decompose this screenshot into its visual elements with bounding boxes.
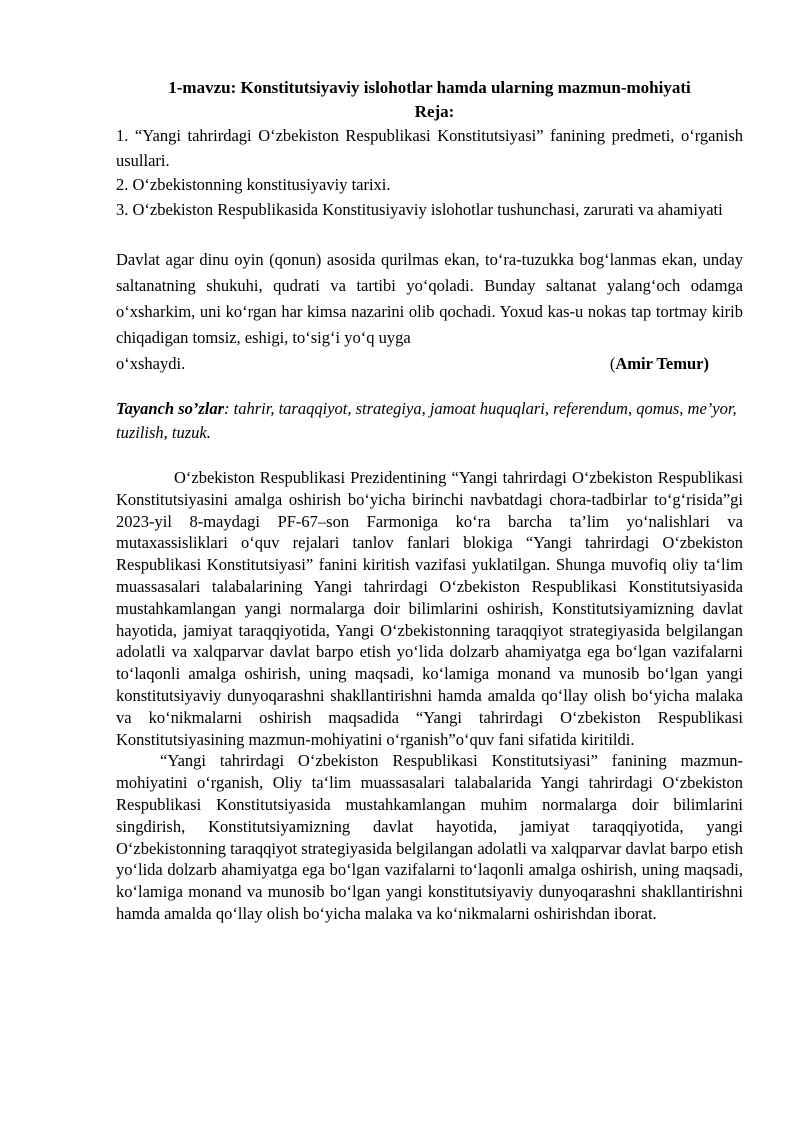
document-title: 1-mavzu: Konstitutsiyaviy islohotlar hamda ularning mazmun-mohiyati: [168, 78, 691, 97]
epigraph-last-word: o‘xshaydi.: [116, 354, 186, 373]
author-name: Amir Temur): [615, 354, 709, 373]
keywords: [116, 397, 743, 445]
epigraph-text: Davlat agar dinu oyin (qonun) asosida qurilmas ekan, to‘ra-tuzukka bog‘lanmas ekan, unday saltanatning shukuhi, qudrati va tartibi yo‘qoladi. Bunday saltanat yalang‘och odamga o‘xsharkim, uni ko‘rgan har kimsa nazarini olib qochadi. Yoxud kas-u nokas tap tortmay kirib chiqadigan tomsiz, eshigi, to‘sig‘i yo‘q uyga: [116, 250, 743, 347]
author-paren: (: [609, 354, 616, 373]
plan-list: [116, 124, 743, 222]
epigraph: [116, 247, 743, 377]
plan-item: 3. O‘zbekiston Respublikasida Konstitusiyaviy islohotlar tushunchasi, zarurati va ahamiyati: [116, 199, 723, 219]
paragraph: O‘zbekiston Respublikasi Prezidentining “Yangi tahrirdagi O‘zbekiston Respublikasi Konstitutsiyasini amalga oshirish bo‘yicha birinchi navbatdagi chora-tadbirlar to‘g‘risida”gi 2023-yil 8-maydagi PF-67–son Farmoniga ko‘ra barcha ta’lim yo‘nalishlari va mutaxassisliklari o‘quv rejalari tanlov fanlari blokiga “Yangi tahrirdagi O‘zbekiston Respublikasi Konstitutsiyasi” fanini kiritish vazifasi yuklatilgan. Shunga muvofiq oliy ta‘lim muassasalari talabalarining Yangi tahrirdagi O‘zbekiston Respublikasi Konstitutsiyasida mustahkamlangan yangi normalarga doir bilimlarini oshirish, Konstitutsiyamizning davlat hayotida, jamiyat taraqqiyotida, Yangi O‘zbekistonning taraqqiyot strategiyasida belgilangan adolatli va xalqparvar davlat barpo etish yo‘lida dolzarb ahamiyatga ega bo‘lgan vazifalarni to‘laqonli amalga oshirish, uning maqsadi, ko‘lamiga monand va munosib bo‘lgan yangi konstitutsiyaviy dunyoqarashni shakllantirishni hamda amalda qo‘llay olish bo‘yicha malaka va ko‘nikmalarni oshirish maqsadida “Yangi tahrirdagi O‘zbekiston Respublikasi Konstitutsiyasining mazmun-mohiyatini o‘rganish”o‘quv fani sifatida kiritildi.: [116, 468, 743, 749]
epigraph-author: [610, 351, 743, 377]
epigraph-last-line: [116, 351, 743, 377]
keywords-label: Tayanch so’zlar: [116, 399, 225, 418]
plan-item: 1. “Yangi tahrirdagi O‘zbekiston Respublikasi Konstitutsiyasi” fanining predmeti, o‘rganish usullari.: [116, 126, 743, 170]
body-text: [116, 467, 743, 925]
paragraph: “Yangi tahrirdagi O‘zbekiston Respublikasi Konstitutsiyasi” fanining mazmun-mohiyatini o‘rganish, Oliy ta‘lim muassasalari talabalarida Yangi tahrirdagi O‘zbekiston Respublikasi Konstitutsiyasida mustahkamlangan muhim normalarga doir bilimlarini singdirish, Konstitutsiyamizning davlat hayotida, jamiyat taraqqiyotida, yangi O‘zbekistonning taraqqiyot strategiyasida belgilangan adolatli va xalqparvar davlat barpo etish yo‘lida dolzarb ahamiyatga ega bo‘lgan vazifalarni to‘laqonli amalga oshirish, uning maqsadi, ko‘lamiga monand va munosib bo‘lgan yangi konstitutsiyaviy dunyoqarashni shakllantirishni hamda amalda qo‘llay olish bo‘yicha malaka va ko‘nikmalarni oshirishdan iborat.: [116, 751, 743, 923]
keywords-text: : tahrir, taraqqiyot, strategiya, jamoat huquqlari, referendum, qomus, me’yor, tuzilish, tuzuk.: [116, 399, 737, 442]
plan-heading: Reja:: [414, 102, 455, 121]
document-content: [116, 76, 743, 925]
plan-item: 2. O‘zbekistonning konstitusiyaviy tarixi.: [116, 175, 391, 194]
